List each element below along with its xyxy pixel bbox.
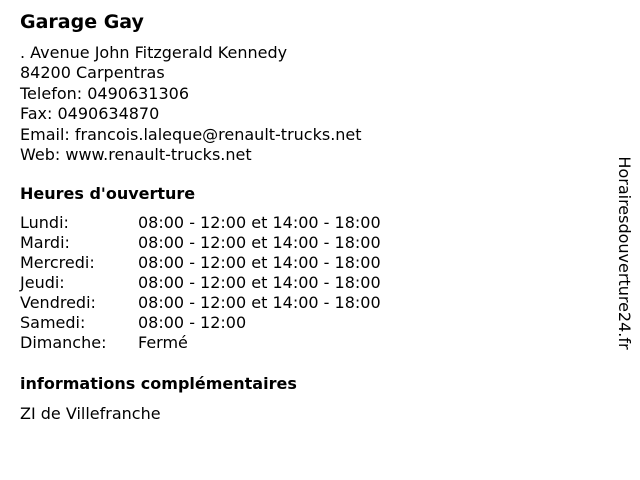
day-hours: 08:00 - 12:00 et 14:00 - 18:00 (138, 233, 381, 252)
day-label: Dimanche: (20, 333, 107, 352)
day-label: Mercredi: (20, 253, 95, 272)
hours-row-sunday (20, 333, 381, 353)
address-line: . Avenue John Fitzgerald Kennedy (20, 43, 288, 62)
site-watermark: Horairesdouverture24.fr (615, 156, 634, 350)
email-line: Email: francois.laleque@renault-trucks.net (20, 124, 362, 144)
business-name: Garage Gay (20, 11, 144, 33)
opening-hours-heading: Heures d'ouverture (20, 184, 196, 203)
phone-line: Telefon: 0490631306 (20, 83, 190, 103)
hours-row-tuesday (20, 233, 381, 253)
contact-details (20, 43, 362, 165)
day-hours: 08:00 - 12:00 (138, 313, 247, 332)
day-hours: Fermé (138, 333, 188, 352)
city-line: 84200 Carpentras (20, 63, 165, 83)
day-hours: 08:00 - 12:00 et 14:00 - 18:00 (138, 293, 381, 312)
hours-row-friday (20, 293, 381, 313)
hours-row-monday (20, 213, 381, 233)
hours-row-thursday (20, 273, 381, 293)
hours-row-saturday (20, 313, 381, 333)
additional-info-text: ZI de Villefranche (20, 404, 161, 423)
opening-hours-table (20, 213, 381, 353)
web-line: Web: www.renault-trucks.net (20, 144, 252, 164)
day-label: Mardi: (20, 233, 70, 252)
day-label: Jeudi: (20, 273, 65, 292)
day-label: Vendredi: (20, 293, 96, 312)
hours-row-wednesday (20, 253, 381, 273)
day-label: Samedi: (20, 313, 86, 332)
additional-info-heading: informations complémentaires (20, 374, 297, 393)
day-hours: 08:00 - 12:00 et 14:00 - 18:00 (138, 213, 381, 232)
fax-line: Fax: 0490634870 (20, 104, 160, 124)
day-hours: 08:00 - 12:00 et 14:00 - 18:00 (138, 253, 381, 272)
day-hours: 08:00 - 12:00 et 14:00 - 18:00 (138, 273, 381, 292)
day-label: Lundi: (20, 213, 69, 232)
